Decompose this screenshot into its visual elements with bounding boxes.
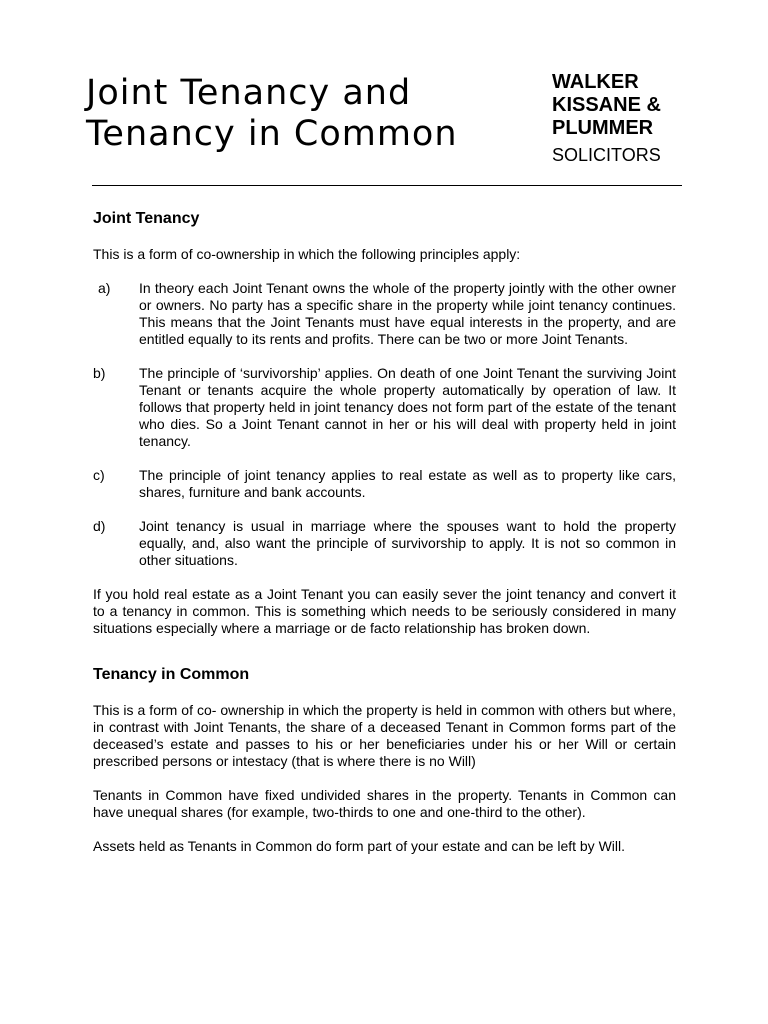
list-item [93, 467, 676, 501]
list-item-text: Joint tenancy is usual in marriage where the spouses want to hold the property equally, and, also want the principle of survivorship to apply. It is not so common in other situations. [139, 518, 676, 568]
list-item-text: In theory each Joint Tenant owns the whole of the property jointly with the other owner or owners. No party has a specific share in the property while joint tenancy continues. This means that the Joint Tenants must have equal interests in the property, and are entitled equally to its rents and profits. There can be two or more Joint Tenants. [139, 280, 676, 347]
title-line-1: Joint Tenancy and [86, 73, 412, 113]
list-item [93, 518, 676, 569]
list-marker: b) [93, 365, 106, 381]
principles-list [93, 280, 676, 569]
list-item-text: The principle of ‘survivorship’ applies. On death of one Joint Tenant the surviving Joint Tenant or tenants acquire the whole property automatically by operation of law. It follows that property held in joint tenancy does not form part of the estate of the tenant who dies. So a Joint Tenant cannot in her or his will deal with property held in joint tenancy. [139, 365, 676, 449]
firm-letterhead [552, 71, 752, 167]
body-paragraph: Assets held as Tenants in Common do form part of your estate and can be left by Will. [93, 838, 626, 854]
header-divider [92, 185, 682, 186]
list-item-text: The principle of joint tenancy applies to real estate as well as to property like cars, shares, furniture and bank accounts. [139, 467, 676, 500]
list-marker: a) [98, 280, 111, 296]
body-paragraph: This is a form of co- ownership in which the property is held in common with others but where, in contrast with Joint Tenants, the share of a deceased Tenant in Common forms part of the deceased’s estate and passes to his or her beneficiaries under his or her Will or certain prescribed persons or intestacy (that is where there is no Will) [93, 702, 676, 769]
document-body [93, 208, 676, 872]
tenancy-in-common-section [93, 664, 676, 855]
body-paragraph: Tenants in Common have fixed undivided shares in the property. Tenants in Common can have unequal shares (for example, two-thirds to one and one-third to the other). [93, 787, 676, 820]
joint-tenancy-section [93, 208, 676, 637]
list-item [93, 365, 676, 450]
firm-subtitle: SOLICITORS [552, 145, 661, 165]
section-heading: Tenancy in Common [93, 666, 250, 683]
section-intro: This is a form of co-ownership in which the following principles apply: [93, 246, 521, 262]
list-marker: d) [93, 518, 106, 534]
list-marker: c) [93, 467, 105, 483]
title-line-2: Tenancy in Common [86, 114, 458, 154]
document-title [86, 73, 526, 155]
list-item [93, 280, 676, 348]
firm-name-line-3: PLUMMER [552, 117, 654, 139]
firm-name [552, 71, 752, 140]
section-closing: If you hold real estate as a Joint Tenant you can easily sever the joint tenancy and convert it to a tenancy in common. This is something which needs to be seriously considered in many situations especially where a marriage or de facto relationship has broken down. [93, 586, 676, 636]
section-heading: Joint Tenancy [93, 210, 200, 227]
firm-name-line-2: KISSANE & [552, 94, 661, 116]
firm-name-line-1: WALKER [552, 71, 639, 93]
